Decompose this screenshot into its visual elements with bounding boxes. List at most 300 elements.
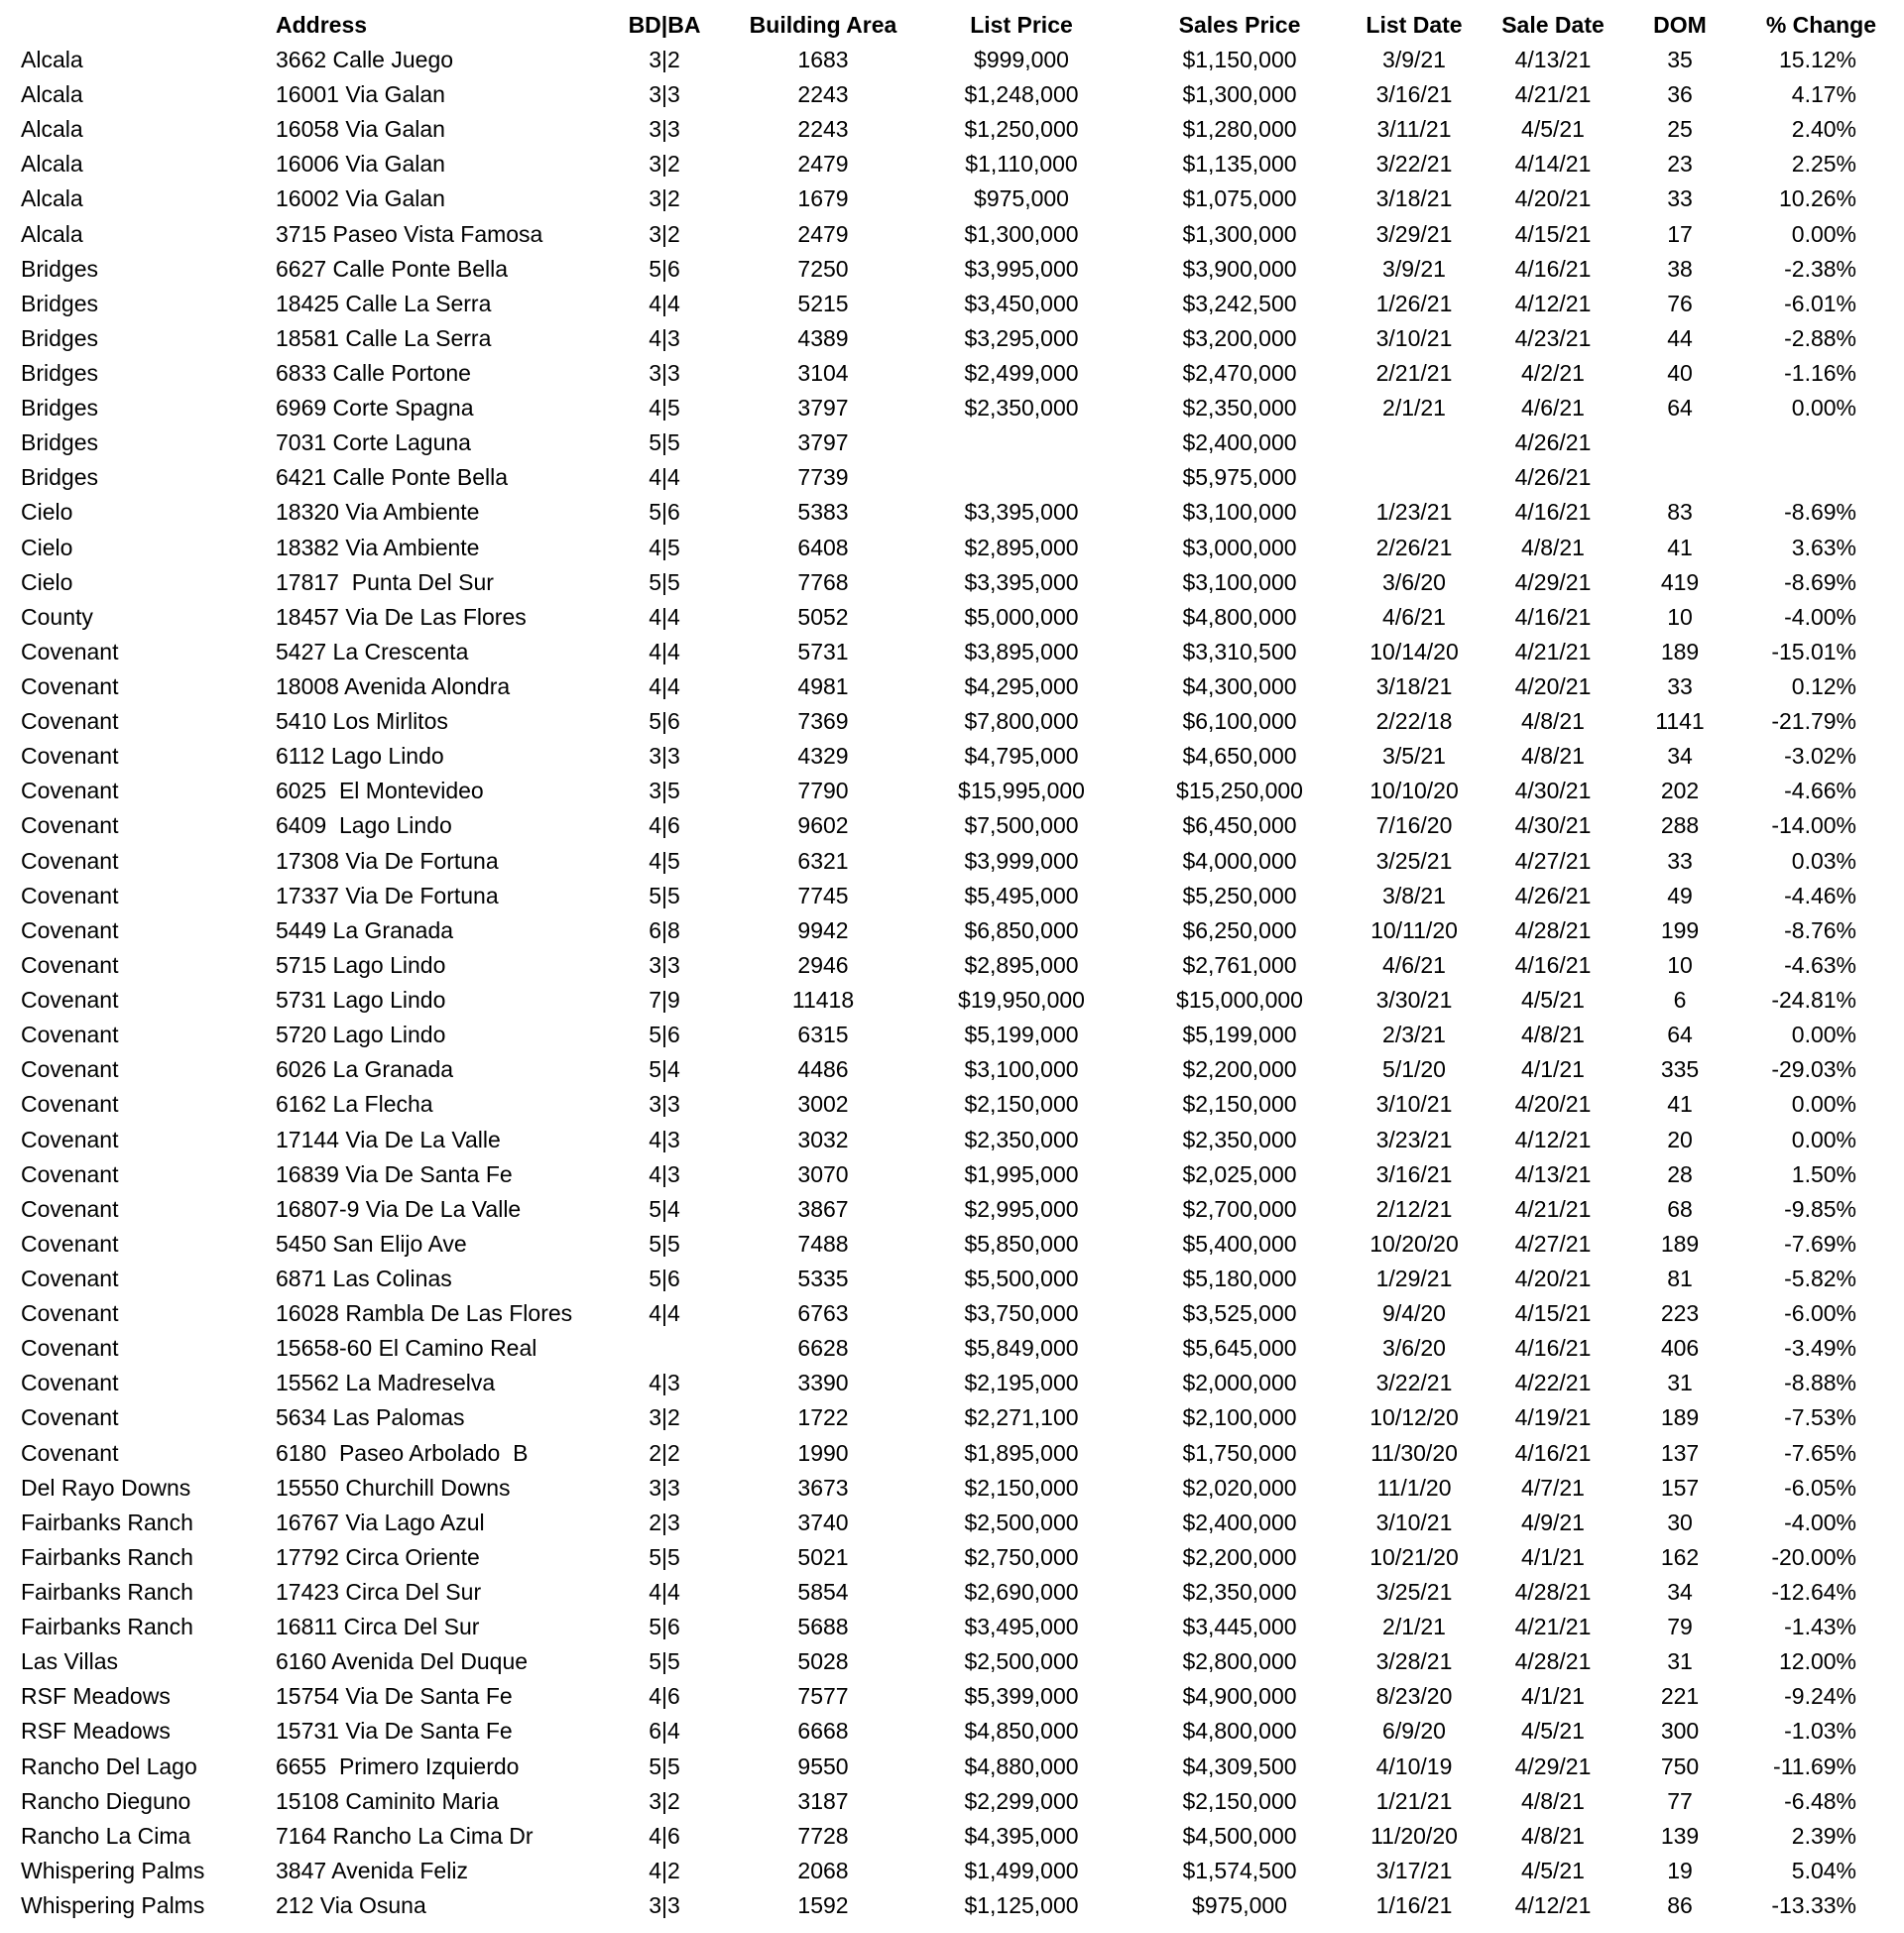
cell-address: 7164 Rancho La Cima Dr: [276, 1822, 534, 1849]
cell-sales-price: $2,200,000: [1182, 1543, 1297, 1570]
cell-sales-price: $5,199,000: [1182, 1022, 1297, 1048]
cell-address: 6160 Avenida Del Duque: [276, 1648, 529, 1675]
cell-address: 18382 Via Ambiente: [276, 534, 480, 560]
cell-sale-date: 4/27/21: [1514, 1230, 1592, 1257]
cell-building-area: 7768: [797, 568, 849, 595]
cell-percent-change: -2.38%: [1784, 255, 1856, 282]
cell-sales-price: $1,574,500: [1182, 1857, 1297, 1883]
cell-sales-price: $3,242,500: [1182, 290, 1297, 316]
cell-address: 17792 Circa Oriente: [276, 1543, 480, 1570]
cell-list-date: 6/9/20: [1382, 1718, 1446, 1745]
cell-bd-ba: 4|4: [649, 1300, 680, 1327]
cell-building-area: 5383: [797, 499, 849, 526]
cell-list-date: 4/6/21: [1382, 603, 1446, 630]
cell-list-price: $3,450,000: [964, 290, 1079, 316]
cell-address: 6833 Calle Portone: [276, 360, 471, 387]
table-row: [0, 635, 1904, 668]
cell-bd-ba: 3|2: [649, 185, 680, 212]
cell-address: 18425 Calle La Serra: [276, 290, 492, 316]
cell-address: 212 Via Osuna: [276, 1892, 426, 1918]
table-row: [0, 321, 1904, 355]
cell-dom: 79: [1667, 1614, 1693, 1640]
cell-dom: 6: [1673, 987, 1687, 1014]
cell-bd-ba: 7|9: [649, 987, 680, 1014]
cell-percent-change: 10.26%: [1778, 185, 1856, 212]
cell-building-area: 2068: [797, 1857, 849, 1883]
cell-bd-ba: 3|2: [649, 1787, 680, 1814]
cell-bd-ba: 4|5: [649, 847, 680, 874]
cell-building-area: 2479: [797, 220, 849, 247]
cell-bd-ba: 3|2: [649, 1404, 680, 1431]
cell-list-price: $2,500,000: [964, 1509, 1079, 1535]
cell-sale-date: 4/22/21: [1514, 1370, 1592, 1396]
cell-percent-change: 12.00%: [1778, 1648, 1856, 1675]
cell-address: 6655 Primero Izquierdo: [276, 1752, 520, 1779]
cell-list-price: $19,950,000: [958, 987, 1085, 1014]
cell-sales-price: $1,280,000: [1182, 116, 1297, 143]
cell-address: 3662 Calle Juego: [276, 47, 454, 72]
cell-bd-ba: 3|3: [649, 116, 680, 143]
cell-list-date: 10/10/20: [1369, 778, 1459, 804]
cell-community: Cielo: [21, 568, 73, 595]
header-sales-price: Sales Price: [1178, 12, 1301, 38]
cell-sales-price: $1,150,000: [1182, 47, 1297, 72]
cell-sale-date: 4/29/21: [1514, 1752, 1592, 1779]
cell-building-area: 7250: [797, 255, 849, 282]
cell-dom: 19: [1667, 1857, 1693, 1883]
cell-community: Covenant: [21, 638, 119, 664]
cell-dom: 44: [1667, 324, 1693, 351]
cell-bd-ba: 3|3: [649, 1892, 680, 1918]
cell-sales-price: $1,300,000: [1182, 81, 1297, 108]
cell-percent-change: -6.00%: [1784, 1300, 1856, 1327]
table-row: [0, 1157, 1904, 1191]
cell-list-price: $2,271,100: [964, 1404, 1079, 1431]
cell-sale-date: 4/28/21: [1514, 1648, 1592, 1675]
table-row: [0, 1366, 1904, 1399]
cell-address: 5427 La Crescenta: [276, 638, 469, 664]
cell-address: 5450 San Elijo Ave: [276, 1230, 467, 1257]
cell-bd-ba: 5|5: [649, 1648, 680, 1675]
cell-bd-ba: 3|3: [649, 1474, 680, 1501]
cell-address: 17817 Punta Del Sur: [276, 568, 494, 595]
cell-address: 17144 Via De La Valle: [276, 1126, 501, 1152]
cell-list-date: 3/10/21: [1375, 1509, 1453, 1535]
cell-community: Covenant: [21, 812, 119, 839]
table-row: [0, 1784, 1904, 1818]
cell-dom: 41: [1667, 1091, 1693, 1118]
cell-percent-change: -4.63%: [1784, 951, 1856, 978]
table-row: [0, 425, 1904, 459]
cell-list-price: $2,299,000: [964, 1787, 1079, 1814]
cell-sales-price: $4,309,500: [1182, 1752, 1297, 1779]
cell-dom: 33: [1667, 673, 1693, 700]
cell-list-date: 10/12/20: [1369, 1404, 1459, 1431]
cell-building-area: 4389: [797, 324, 849, 351]
cell-list-date: 1/16/21: [1375, 1892, 1453, 1918]
cell-address: 16058 Via Galan: [276, 116, 445, 143]
cell-bd-ba: 4|6: [649, 812, 680, 839]
cell-list-date: 3/9/21: [1382, 255, 1446, 282]
cell-list-date: 10/21/20: [1369, 1543, 1459, 1570]
cell-building-area: 9942: [797, 916, 849, 943]
table-row: [0, 531, 1904, 564]
header-building-area: Building Area: [749, 12, 897, 38]
cell-community: Covenant: [21, 1126, 119, 1152]
cell-sale-date: 4/20/21: [1514, 185, 1592, 212]
table-row: [0, 704, 1904, 738]
cell-sales-price: $4,800,000: [1182, 603, 1297, 630]
cell-community: Covenant: [21, 987, 119, 1014]
cell-bd-ba: 5|5: [649, 568, 680, 595]
cell-dom: 1141: [1655, 708, 1705, 735]
cell-sale-date: 4/23/21: [1514, 324, 1592, 351]
cell-address: 7031 Corte Laguna: [276, 429, 471, 456]
cell-list-date: 3/6/20: [1382, 1335, 1446, 1362]
cell-percent-change: -13.33%: [1771, 1892, 1856, 1918]
cell-percent-change: -7.65%: [1784, 1439, 1856, 1466]
cell-dom: 189: [1660, 638, 1700, 664]
cell-community: Fairbanks Ranch: [21, 1614, 193, 1640]
cell-list-date: 3/25/21: [1375, 1578, 1453, 1605]
cell-address: 6162 La Flecha: [276, 1091, 433, 1118]
cell-sale-date: 4/1/21: [1521, 1543, 1585, 1570]
table-row: [0, 460, 1904, 494]
cell-sale-date: 4/15/21: [1514, 1300, 1592, 1327]
cell-dom: 64: [1667, 395, 1693, 422]
cell-building-area: 5052: [797, 603, 849, 630]
cell-community: County: [21, 603, 93, 630]
cell-bd-ba: 4|3: [649, 1370, 680, 1396]
cell-dom: 76: [1667, 290, 1693, 316]
cell-dom: 17: [1667, 220, 1693, 247]
cell-sales-price: $2,150,000: [1182, 1787, 1297, 1814]
cell-address: 16811 Circa Del Sur: [276, 1614, 480, 1640]
cell-sales-price: $2,800,000: [1182, 1648, 1297, 1675]
cell-sale-date: 4/1/21: [1521, 1683, 1585, 1710]
cell-address: 15562 La Madreselva: [276, 1370, 496, 1396]
cell-bd-ba: 5|6: [649, 1614, 680, 1640]
cell-dom: 31: [1667, 1370, 1693, 1396]
cell-address: 5731 Lago Lindo: [276, 987, 446, 1014]
cell-community: Covenant: [21, 1335, 119, 1362]
cell-building-area: 3797: [797, 395, 849, 422]
cell-bd-ba: 4|4: [649, 1578, 680, 1605]
cell-bd-ba: 4|4: [649, 290, 680, 316]
table-row: [0, 1331, 1904, 1365]
cell-list-price: $2,750,000: [964, 1543, 1079, 1570]
table-row: [0, 600, 1904, 634]
cell-dom: 41: [1667, 534, 1693, 560]
cell-building-area: 3032: [797, 1126, 849, 1152]
cell-address: 6112 Lago Lindo: [276, 743, 444, 770]
cell-list-price: $1,499,000: [964, 1857, 1079, 1883]
cell-sales-price: $4,300,000: [1182, 673, 1297, 700]
cell-bd-ba: 4|3: [649, 1160, 680, 1187]
cell-community: Covenant: [21, 743, 119, 770]
cell-sales-price: $2,100,000: [1182, 1404, 1297, 1431]
cell-sale-date: 4/16/21: [1514, 951, 1592, 978]
cell-percent-change: 0.00%: [1791, 1022, 1856, 1048]
table-row: [0, 669, 1904, 703]
table-row: [0, 1296, 1904, 1330]
cell-bd-ba: 5|6: [649, 499, 680, 526]
cell-list-date: 3/10/21: [1375, 1091, 1453, 1118]
cell-list-price: $7,800,000: [964, 708, 1079, 735]
cell-list-date: 2/12/21: [1375, 1195, 1453, 1222]
cell-community: Alcala: [21, 220, 83, 247]
cell-percent-change: -9.24%: [1784, 1683, 1856, 1710]
cell-community: Alcala: [21, 116, 83, 143]
cell-building-area: 5688: [797, 1614, 849, 1640]
cell-community: Covenant: [21, 708, 119, 735]
cell-percent-change: 2.25%: [1791, 151, 1856, 178]
cell-list-date: 10/14/20: [1369, 638, 1459, 664]
cell-list-price: $2,350,000: [964, 1126, 1079, 1152]
cell-address: 5634 Las Palomas: [276, 1404, 465, 1431]
cell-list-price: $2,350,000: [964, 395, 1079, 422]
cell-list-date: 3/22/21: [1375, 1370, 1453, 1396]
cell-sale-date: 4/8/21: [1521, 534, 1585, 560]
table-row: [0, 565, 1904, 599]
cell-building-area: 1679: [797, 185, 849, 212]
cell-list-date: 7/16/20: [1375, 812, 1453, 839]
cell-sales-price: $6,100,000: [1182, 708, 1297, 735]
cell-sales-price: $4,800,000: [1182, 1718, 1297, 1745]
cell-building-area: 5021: [797, 1543, 849, 1570]
cell-list-price: $2,499,000: [964, 360, 1079, 387]
cell-community: Covenant: [21, 1056, 119, 1083]
cell-percent-change: -9.85%: [1784, 1195, 1856, 1222]
cell-list-price: $5,199,000: [964, 1022, 1079, 1048]
table-row: [0, 147, 1904, 181]
table-row: [0, 252, 1904, 286]
cell-bd-ba: 5|5: [649, 429, 680, 456]
table-row: [0, 1018, 1904, 1051]
cell-bd-ba: 5|6: [649, 255, 680, 282]
cell-list-date: 11/1/20: [1376, 1474, 1452, 1501]
cell-sale-date: 4/16/21: [1514, 255, 1592, 282]
cell-list-price: $1,110,000: [965, 151, 1078, 178]
cell-sales-price: $2,020,000: [1182, 1474, 1297, 1501]
cell-list-price: $2,690,000: [964, 1578, 1079, 1605]
cell-address: 16002 Via Galan: [276, 185, 445, 212]
cell-community: Bridges: [21, 324, 98, 351]
cell-percent-change: -29.03%: [1771, 1056, 1856, 1083]
cell-list-price: $2,995,000: [964, 1195, 1079, 1222]
cell-list-date: 3/23/21: [1375, 1126, 1453, 1152]
cell-address: 6969 Corte Spagna: [276, 395, 474, 422]
cell-community: Rancho Dieguno: [21, 1787, 191, 1814]
cell-list-price: $1,248,000: [964, 81, 1079, 108]
cell-list-date: 3/16/21: [1375, 81, 1453, 108]
table-row: [0, 1436, 1904, 1470]
cell-list-date: 8/23/20: [1375, 1683, 1453, 1710]
cell-dom: 36: [1667, 81, 1693, 108]
cell-percent-change: -1.03%: [1784, 1718, 1856, 1745]
cell-sale-date: 4/7/21: [1521, 1474, 1585, 1501]
table-row: [0, 948, 1904, 982]
cell-sale-date: 4/30/21: [1514, 778, 1592, 804]
cell-sale-date: 4/26/21: [1514, 882, 1592, 908]
table-row: [0, 1540, 1904, 1574]
cell-address: 5720 Lago Lindo: [276, 1022, 446, 1048]
cell-dom: 202: [1660, 778, 1700, 804]
cell-sales-price: $3,000,000: [1182, 534, 1297, 560]
cell-dom: 33: [1667, 185, 1693, 212]
cell-list-date: 11/30/20: [1370, 1439, 1458, 1466]
cell-community: Fairbanks Ranch: [21, 1543, 193, 1570]
cell-building-area: 3797: [797, 429, 849, 456]
cell-dom: 33: [1667, 847, 1693, 874]
cell-address: 6627 Calle Ponte Bella: [276, 255, 508, 282]
cell-building-area: 7745: [797, 882, 849, 908]
cell-percent-change: -8.69%: [1784, 568, 1856, 595]
cell-percent-change: -6.48%: [1784, 1787, 1856, 1814]
cell-list-price: $3,395,000: [964, 568, 1079, 595]
table-row: [0, 1679, 1904, 1713]
cell-building-area: 3002: [797, 1091, 849, 1118]
cell-dom: 77: [1667, 1787, 1693, 1814]
cell-list-price: $5,399,000: [964, 1683, 1079, 1710]
cell-percent-change: -1.43%: [1784, 1614, 1856, 1640]
table-row: [0, 181, 1904, 215]
cell-list-date: 3/16/21: [1375, 1160, 1453, 1187]
cell-sale-date: 4/21/21: [1514, 81, 1592, 108]
table-row: [0, 739, 1904, 773]
cell-building-area: 3673: [797, 1474, 849, 1501]
header-row: [0, 8, 1904, 42]
cell-building-area: 3104: [797, 360, 849, 387]
cell-list-date: 3/9/21: [1382, 47, 1446, 72]
cell-sales-price: $2,400,000: [1182, 429, 1297, 456]
cell-address: 6180 Paseo Arbolado B: [276, 1439, 529, 1466]
cell-sale-date: 4/30/21: [1514, 812, 1592, 839]
header-list-price: List Price: [970, 12, 1073, 38]
cell-sale-date: 4/26/21: [1514, 429, 1592, 456]
cell-address: 18008 Avenida Alondra: [276, 673, 511, 700]
cell-sales-price: $5,250,000: [1182, 882, 1297, 908]
table-row: [0, 391, 1904, 424]
cell-bd-ba: 5|6: [649, 708, 680, 735]
cell-address: 3847 Avenida Feliz: [276, 1857, 468, 1883]
cell-list-price: $999,000: [974, 47, 1069, 72]
cell-address: 5715 Lago Lindo: [276, 951, 446, 978]
cell-sales-price: $4,650,000: [1182, 743, 1297, 770]
cell-dom: 10: [1667, 603, 1693, 630]
cell-percent-change: 0.00%: [1791, 220, 1856, 247]
cell-list-date: 1/21/21: [1375, 1787, 1453, 1814]
table-row: [0, 1644, 1904, 1678]
cell-community: Covenant: [21, 1230, 119, 1257]
cell-building-area: 2946: [797, 951, 849, 978]
cell-list-price: $5,000,000: [964, 603, 1079, 630]
cell-bd-ba: 4|3: [649, 1126, 680, 1152]
cell-sale-date: 4/9/21: [1521, 1509, 1585, 1535]
cell-sales-price: $1,135,000: [1182, 151, 1297, 178]
cell-list-price: $3,100,000: [964, 1056, 1079, 1083]
cell-percent-change: 2.39%: [1791, 1822, 1856, 1849]
cell-community: Covenant: [21, 673, 119, 700]
table-row: [0, 287, 1904, 320]
cell-sales-price: $2,400,000: [1182, 1509, 1297, 1535]
cell-address: 18320 Via Ambiente: [276, 499, 480, 526]
cell-community: Covenant: [21, 1091, 119, 1118]
cell-community: Rancho La Cima: [21, 1822, 191, 1849]
cell-community: Whispering Palms: [21, 1857, 205, 1883]
cell-sales-price: $5,645,000: [1182, 1335, 1297, 1362]
cell-list-price: $1,250,000: [964, 116, 1079, 143]
cell-building-area: 6628: [797, 1335, 849, 1362]
cell-percent-change: -4.00%: [1784, 1509, 1856, 1535]
cell-community: Whispering Palms: [21, 1892, 205, 1918]
cell-percent-change: 2.40%: [1791, 116, 1856, 143]
cell-sales-price: $3,900,000: [1182, 255, 1297, 282]
cell-dom: 20: [1667, 1126, 1693, 1152]
cell-bd-ba: 2|2: [649, 1439, 680, 1466]
cell-building-area: 7577: [797, 1683, 849, 1710]
cell-bd-ba: 3|3: [649, 81, 680, 108]
cell-bd-ba: 4|5: [649, 534, 680, 560]
cell-dom: 406: [1660, 1335, 1700, 1362]
cell-list-price: $4,395,000: [964, 1822, 1079, 1849]
cell-community: Del Rayo Downs: [21, 1474, 191, 1501]
cell-percent-change: 15.12%: [1778, 47, 1856, 72]
cell-address: 6871 Las Colinas: [276, 1265, 452, 1291]
cell-list-date: 10/11/20: [1370, 916, 1458, 943]
cell-sales-price: $2,761,000: [1182, 951, 1297, 978]
cell-community: Fairbanks Ranch: [21, 1578, 193, 1605]
cell-percent-change: 3.63%: [1791, 534, 1856, 560]
cell-list-date: 3/29/21: [1375, 220, 1453, 247]
cell-community: Covenant: [21, 882, 119, 908]
cell-sale-date: 4/8/21: [1521, 1787, 1585, 1814]
cell-list-date: 3/11/21: [1376, 116, 1452, 143]
cell-building-area: 9602: [797, 812, 849, 839]
cell-bd-ba: 5|4: [649, 1195, 680, 1222]
cell-sale-date: 4/21/21: [1514, 1614, 1592, 1640]
cell-sale-date: 4/14/21: [1514, 151, 1592, 178]
cell-list-price: $2,895,000: [964, 951, 1079, 978]
cell-list-date: 2/26/21: [1375, 534, 1453, 560]
cell-bd-ba: 5|5: [649, 1543, 680, 1570]
cell-list-date: 3/5/21: [1382, 743, 1446, 770]
cell-sale-date: 4/6/21: [1521, 395, 1585, 422]
cell-dom: 288: [1660, 812, 1700, 839]
cell-percent-change: 5.04%: [1791, 1857, 1856, 1883]
cell-list-price: $3,895,000: [964, 638, 1079, 664]
table-row: [0, 1610, 1904, 1643]
cell-list-date: 3/22/21: [1375, 151, 1453, 178]
cell-sales-price: $2,150,000: [1182, 1091, 1297, 1118]
table-row: [0, 1123, 1904, 1156]
table-row: [0, 1471, 1904, 1505]
table-row: [0, 112, 1904, 146]
table-row: [0, 879, 1904, 912]
cell-percent-change: 0.03%: [1791, 847, 1856, 874]
cell-dom: 137: [1660, 1439, 1700, 1466]
cell-building-area: 7790: [797, 778, 849, 804]
cell-list-price: $5,849,000: [964, 1335, 1079, 1362]
cell-address: 15658-60 El Camino Real: [276, 1335, 537, 1362]
cell-building-area: 2243: [797, 116, 849, 143]
cell-bd-ba: 3|3: [649, 743, 680, 770]
cell-sale-date: 4/5/21: [1521, 116, 1585, 143]
cell-sale-date: 4/12/21: [1514, 1892, 1592, 1918]
cell-bd-ba: 3|2: [649, 151, 680, 178]
cell-sale-date: 4/2/21: [1521, 360, 1585, 387]
cell-bd-ba: 6|8: [649, 916, 680, 943]
